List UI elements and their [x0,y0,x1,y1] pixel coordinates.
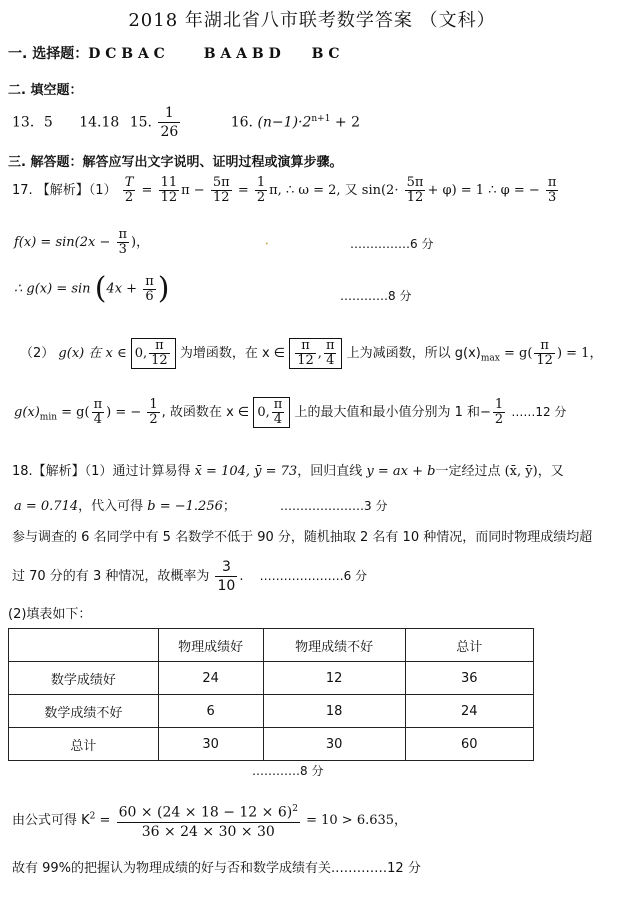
fraction-denominator: 2 [494,412,504,427]
q18-tail2: ，又 [537,464,564,479]
k2-post: = 10 > 6.635， [306,812,408,828]
q17-min-score: ……12 分 [511,405,567,419]
q17-min-d: , 故函数在 x ∈ [161,405,250,420]
fraction-numerator: 11 [160,175,178,190]
table-cell: 数学成绩好 [9,662,159,695]
fraction-denominator: 12 [160,190,178,205]
q17-min-frac-f [493,398,505,427]
fill-q13: 13．5 [12,114,53,131]
q18-l4b: . [239,569,244,584]
paren-close: ) [157,271,170,306]
paren-open: ( [94,271,107,306]
q17-gx-frac [143,275,156,304]
q17-p2-e: ) = 1， [556,346,603,361]
q18-l4-frac [215,558,237,595]
k2-pre: 由公式可得 K [12,812,90,828]
fraction-denominator: 12 [212,190,230,205]
k2-eq: = [99,812,111,828]
fraction-denominator: 2 [124,190,134,205]
contingency-table [8,628,534,761]
k2-numerator: 60 × (24 × 18 − 12 × 6) [118,804,293,821]
section-solve-label: 三. 解答题：解答应写出文字说明、证明过程或演算步骤。 [8,155,343,170]
table-row [9,695,534,728]
fraction-denominator: 36 × 24 × 30 × 30 [141,823,275,840]
fill-q16: 16. [230,114,253,131]
fraction-numerator: 1 [256,175,266,190]
interval-frac [272,398,285,427]
section-fill-label: 二. 填空题： [8,83,83,98]
q18-line1 [12,460,564,479]
q18-b: b = −1.256 [147,499,223,514]
q17-p2-head: （2） [20,346,55,361]
fraction-numerator: π [149,339,170,354]
q17-d-suffix: π, ∴ ω = 2, 又 sin(2· [269,183,399,198]
q17-min-frac [92,398,105,427]
choice-answers-3: B C [311,46,340,62]
fraction-numerator: 3 [215,558,237,577]
table-header-cell: 总计 [405,629,533,662]
table-cell: 6 [158,695,263,728]
fraction-denominator: 12 [406,190,424,205]
q17-fx-pre: f(x) = sin(2x − [14,235,111,250]
q17-frac-d [255,176,267,205]
q17-p2-line1 [20,338,602,369]
fraction-denominator: 4 [326,353,335,368]
fraction-denominator: 4 [273,412,283,427]
table-cell: 30 [158,728,263,761]
decorative-dot: • [265,241,269,248]
q18-line2 [14,495,387,514]
q18-means: x̄ = 104, ȳ = 73 [194,464,298,479]
q17-p2-frac [534,339,555,368]
q17-fx-post: )， [131,235,150,250]
fill-q16-expr: (n−1)·2 [257,114,312,131]
table-header-row [9,629,534,662]
q17-e-suffix: + φ) = 1 ∴ φ = − [427,183,540,198]
q17-min-a: = g( [61,405,90,420]
after-table-score: …………8 分 [252,764,324,778]
fill-q15-fraction [158,104,180,141]
interval-bracket-2: $\frac{\pi}{12}$ , $\frac{\pi}{4}$ [289,338,342,369]
interval-frac [295,339,316,368]
section-choice [8,43,339,63]
q18-l4-score: …………………6 分 [259,569,368,583]
q17-min-line [14,397,566,428]
q17-min-frac-c [147,398,159,427]
page-title: 2018 年湖北省八市联考数学答案 （文科） [128,10,496,31]
interval-bracket-3 [253,397,290,428]
q17-fx-score: ……………6 分 [350,237,434,251]
fraction-denominator: 6 [145,288,154,304]
q17-min-sub: min [39,412,58,423]
table-cell: 60 [405,728,533,761]
q18-l4a: 过 70 分的有 3 种情况，故概率为 [12,569,210,584]
q18-l2-score: …………………3 分 [280,499,388,513]
fill-q16-tail: + 2 [334,114,361,131]
fraction-numerator: π [145,273,154,289]
q18-a: a = 0.714 [14,499,79,514]
fraction-denominator: 12 [151,353,168,368]
q17-gx-line [14,271,170,306]
conclusion: 故有 99%的把握认为物理成绩的好与否和数学成绩有关.…………12 分 [12,861,421,876]
k2-formula [12,800,407,841]
q17-frac-e [405,176,426,205]
interval-start: 0, [134,346,148,361]
fraction-numerator: π [534,339,555,354]
table-cell: 数学成绩不好 [9,695,159,728]
q17-p2-max: max [480,353,500,364]
q17-min-b: ) = − [106,405,142,420]
fraction-numerator: π [273,397,283,412]
q17-b-suffix: π − [181,183,205,198]
q18-line3: 参与调查的 6 名同学中有 5 名数学不低于 90 分，随机抽取 2 名有 10 种情况，而同时物理成绩均超 [12,530,593,545]
fraction-denominator: 3 [548,190,557,205]
q18-mid: ，回归直线 [297,464,363,479]
table-header-cell: 物理成绩不好 [263,629,405,662]
fraction-denominator: 2 [256,190,266,205]
table-cell: 24 [158,662,263,695]
q17-frac-b [159,176,180,205]
q17-gx-score: …………8 分 [340,289,412,303]
fill-q15: 15. [129,114,152,131]
q17-eq2: = [237,183,249,198]
table-cell: 总计 [9,728,159,761]
table-cell: 24 [405,695,533,728]
fraction-denominator: 26 [160,124,179,140]
q18-p2-label: (2)填表如下： [8,607,92,622]
q17-p2-a: g(x) 在 x ∈ [58,346,127,361]
fraction-numerator: π [118,227,128,242]
q18-l2d: ； [222,499,236,514]
q17-p2-c: 上为减函数，所以 g(x) [346,346,481,361]
q18-line-eq: y = ax + b [366,464,436,479]
q17-line1 [12,176,560,205]
q17-fx-line [14,228,149,257]
choice-answers-2: B A A B D [203,46,281,62]
fraction-denominator: 12 [536,353,553,368]
interval-frac [324,339,337,368]
fraction-numerator [117,800,300,823]
section-choice-label: 一. 选择题： [8,46,89,62]
table-cell: 30 [263,728,405,761]
fraction-denominator: 12 [297,353,314,368]
k2-sq: 2 [89,811,96,822]
q17-head: 17. 【解析】（1） [12,183,117,198]
fraction-denominator: 3 [118,242,127,257]
fraction-denominator: 4 [93,412,102,427]
table-header-cell [9,629,159,662]
fraction-numerator: T [124,175,134,190]
fill-q14: 14.18 [79,114,120,131]
table-cell: 12 [263,662,405,695]
table-cell: 36 [405,662,533,695]
q17-min-e: 上的最大值和最小值分别为 1 和− [294,405,491,420]
q18-tail: 一定经过点 [435,464,501,479]
q17-gx-pre: ∴ g(x) = sin [14,281,91,297]
fill-q16-exponent: n+1 [311,113,331,124]
q17-p2-b: 为增函数，在 x ∈ [179,346,286,361]
q17-gx-inner: 4x + [106,281,138,297]
table-cell: 18 [263,695,405,728]
k2-fraction [117,800,300,841]
k2-numerator-sq: 2 [292,804,298,814]
q18-line4 [12,558,367,595]
table-header-cell: 物理成绩好 [158,629,263,662]
fraction-numerator: 1 [149,397,158,412]
fraction-numerator: 1 [158,104,180,123]
interval-start: 0, [257,405,270,420]
choice-answers-1: D C B A C [88,46,165,62]
q17-frac-c [211,176,232,205]
q17-frac-a [123,176,136,205]
fraction-numerator: π [93,397,103,412]
interval-frac [149,339,170,368]
q17-frac-f [546,176,559,205]
q17-min-pre: g(x) [14,405,40,420]
fraction-numerator: π [547,175,557,190]
fraction-numerator: π [325,338,335,353]
q18-l2b: ，代入可得 [78,499,144,514]
fraction-numerator: 5π [406,175,424,190]
q18-head: 18.【解析】（1）通过计算易得 [12,464,191,479]
interval-bracket [131,338,176,369]
q17-p2-d: = g( [503,346,533,361]
table-row [9,728,534,761]
fill-answers [12,104,360,141]
q17-fx-frac [117,228,130,257]
table-row [9,662,534,695]
fraction-numerator: 1 [494,397,504,412]
q17-eq: = [141,183,153,198]
q18-point: (x̄, ȳ) [504,464,538,479]
fraction-numerator: 5π [212,175,230,190]
fraction-denominator: 10 [217,578,236,594]
fraction-numerator: π [295,339,316,354]
fraction-denominator: 2 [149,412,158,427]
